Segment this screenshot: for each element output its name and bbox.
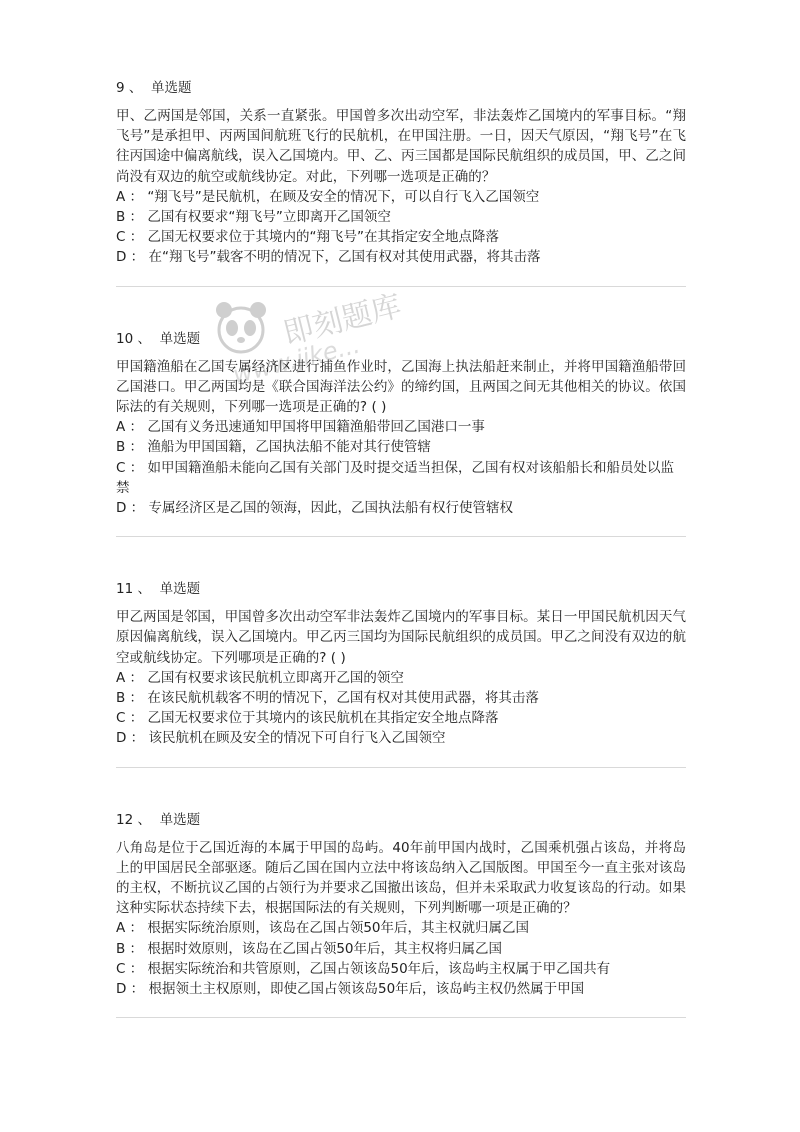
question-type: 单选题 [159, 811, 201, 828]
option-d[interactable]: D ： 专属经济区是乙国的领海，因此，乙国执法船有权行使管辖权 [116, 500, 513, 517]
option-c[interactable]: C ： 如甲国籍渔船未能向乙国有关部门及时提交适当担保，乙国有权对该船船长和船员处以监禁 [116, 459, 675, 496]
question-stem: 八角岛是位于乙国近海的本属于甲国的岛屿。40年前甲国内战时，乙国乘机强占该岛，并将岛上的甲国居民全部驱逐。随后乙国在国内立法中将该岛纳入乙国版图。甲国至今一直主张对该岛的主权，不断抗议乙国的占领行为并要求乙国撤出该岛，但并未采取武力收复该岛的行动。如果这种实际状态持续下去，根据国际法的有关规则，下列判断哪一项是正确的？ [116, 839, 686, 917]
question-number: 12 、 [116, 811, 151, 828]
question-9 [116, 78, 686, 287]
question-number: 11 、 [116, 581, 151, 598]
question-number: 9 、 [116, 80, 143, 96]
option-a[interactable]: A ： 根据实际统治原则，该岛在乙国占领50年后，其主权就归属乙国 [116, 920, 529, 937]
question-stem: 甲、乙两国是邻国，关系一直紧张。甲国曾多次出动空军，非法轰炸乙国境内的军事目标。“翔飞号”是承担甲、丙两国间航班飞行的民航机，在甲国注册。一日，因天气原因，“翔飞号”在飞往丙国途中偏离航线，误入乙国境内。甲、乙、丙三国都是国际民航组织的成员国，甲、乙之间尚没有双边的航空或航线协定。对此，下列哪一选项是正确的？ [116, 108, 686, 185]
option-b[interactable]: B ： 乙国有权要求“翔飞号”立即离开乙国领空 [116, 209, 391, 226]
divider [116, 1017, 686, 1018]
question-11 [116, 579, 686, 767]
option-d[interactable]: D ： 该民航机在顾及安全的情况下可自行飞入乙国领空 [116, 730, 446, 747]
divider [116, 767, 686, 768]
question-header [116, 329, 686, 349]
question-type: 单选题 [159, 330, 201, 347]
option-a[interactable]: A ： 乙国有权要求该民航机立即离开乙国的领空 [116, 669, 404, 686]
option-c[interactable]: C ： 根据实际统治和共管原则，乙国占领该岛50年后，该岛屿主权属于甲乙国共有 [116, 960, 611, 977]
option-d[interactable]: D ： 根据领土主权原则，即使乙国占领该岛50年后，该岛屿主权仍然属于甲国 [116, 981, 585, 998]
option-d[interactable]: D ： 在“翔飞号”载客不明的情况下，乙国有权对其使用武器，将其击落 [116, 249, 541, 266]
option-c[interactable]: C ： 乙国无权要求位于其境内的该民航机在其指定安全地点降落 [116, 710, 499, 727]
question-header [116, 810, 686, 830]
option-b[interactable]: B ： 在该民航机载客不明的情况下，乙国有权对其使用武器，将其击落 [116, 690, 539, 707]
option-a[interactable]: A ： “翔飞号”是民航机，在顾及安全的情况下，可以自行飞入乙国领空 [116, 188, 540, 205]
question-header [116, 78, 686, 98]
divider [116, 536, 686, 537]
question-12 [116, 810, 686, 1019]
question-stem: 甲乙两国是邻国，甲国曾多次出动空军非法轰炸乙国境内的军事目标。某日一甲国民航机因天气原因偏离航线，误入乙国境内。甲乙丙三国均为国际民航组织的成员国。甲乙之间没有双边的航空或航线协定。下列哪项是正确的? ( ) [116, 609, 686, 666]
option-b[interactable]: B ： 渔船为甲国国籍，乙国执法船不能对其行使管辖 [116, 439, 431, 456]
question-type: 单选题 [150, 80, 192, 96]
question-10 [116, 329, 686, 538]
watermark-brand: 即刻题库 [279, 288, 405, 352]
question-list [116, 78, 686, 1060]
question-number: 10 、 [116, 330, 151, 347]
watermark-url: www.jike... [230, 330, 363, 390]
option-b[interactable]: B ： 根据时效原则，该岛在乙国占领50年后，其主权将归属乙国 [116, 940, 503, 957]
question-type: 单选题 [159, 581, 201, 598]
option-c[interactable]: C ： 乙国无权要求位于其境内的“翔飞号”在其指定安全地点降落 [116, 229, 499, 246]
question-header [116, 579, 686, 599]
question-stem: 甲国籍渔船在乙国专属经济区进行捕鱼作业时，乙国海上执法船赶来制止，并将甲国籍渔船带回乙国港口。甲乙两国均是《联合国海洋法公约》的缔约国，且两国之间无其他相关的协议。依国际法的有关规则，下列哪一选项是正确的? ( ) [116, 358, 686, 416]
option-a[interactable]: A ： 乙国有义务迅速通知甲国将甲国籍渔船带回乙国港口一事 [116, 419, 485, 436]
divider [116, 286, 686, 287]
